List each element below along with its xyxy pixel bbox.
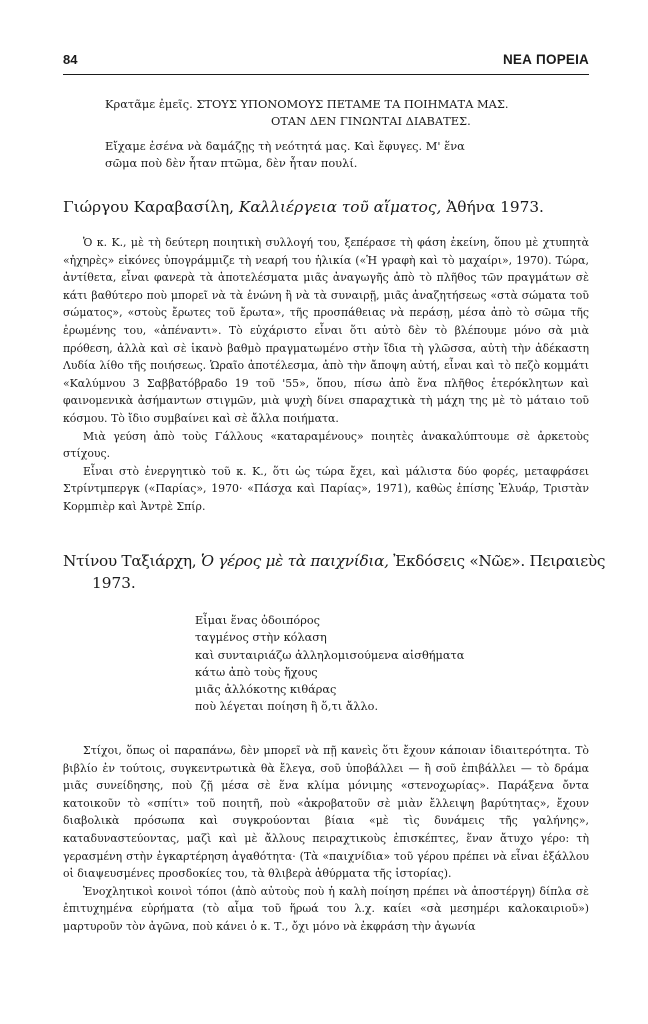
review-author: Ντίνου Ταξιάρχη,: [63, 552, 197, 570]
review-paragraph: Ἐνοχλητικοὶ κοινοὶ τόποι (ἀπὸ αὐτοὺς ποὺ ἡ καλὴ ποίηση πρέπει νὰ ἀποστέργη) δίπλα σὲ ἐπιτυχημένα εὑρήματα (τὸ αἷμα τοῦ ἥρωά του λ.χ. καίει «σὰ μεσημέρι καλοκαιριοῦ») μαρτυροῦν τὸν ἀγῶνα, ποὺ κάνει ὁ κ. Τ., ὄχι μόνο νὰ ἐκφράση τὴν ἀγωνία: [63, 884, 589, 933]
review-author: Γιώργου Καραβασίλη,: [63, 198, 235, 216]
review-year-text: 1973.: [92, 574, 136, 592]
review-paragraph: Στίχοι, ὅπως οἱ παραπάνω, δὲν μπορεῖ νὰ πῇ κανεὶς ὅτι ἔχουν κάποιαν ἰδιαιτερότητα. Τὸ βιβλίο ἐν τούτοις, συγκεντρωτικὰ θὰ ἔλεγα, σοῦ ὑποβάλλει — ἢ σοῦ ἐπιβάλλει — τὸ δράμα μιᾶς συνείδησης, ποὺ ζῇ μέσα σὲ ἕνα κλίμα μόνιμης «στενοχωρίας». Παράξενα ὄντα κατοικοῦν τὸ «σπίτι» τοῦ ποιητῆ, ποὺ «ἀκροβατοῦν σὲ μιὰν ἔλλειψη βαρύτητας», ἔχουν διαβολικὰ πρόσωπα καὶ συγκρούονται βίαια «μὲ τὶς δυνάμεις τῆς γαλήνης», καταδυναστεύοντας, μαζὶ καὶ μὲ ἄλλους πειραχτικοὺς ἐπισκέπτες, ἕναν ἄτυχο γέρο: τὴ γερασμένη στὴν ἐγκαρτέρηση ἀγαθότητα· (Τὰ «παιχνίδια» τοῦ γέρου πρέπει νὰ εἶναι ἐξάλλου οἱ διαψευσμένες προσδοκίες του, τὰ θλιβερὰ ἀθύρματα τῆς ἱστορίας).: [63, 744, 589, 881]
poem-line: ποὺ λέγεται ποίηση ἢ ὅ,τι ἄλλο.: [195, 700, 379, 714]
review-paragraph: Ὁ κ. Κ., μὲ τὴ δεύτερη ποιητικὴ συλλογή του, ξεπέρασε τὴ φάση ἐκείνη, ὅπου μὲ χτυπητὰ «ἠχηρὲς» εἰκόνες ὑπογράμμιζε τὴ νεαρή του ἡλικία («Ἡ γραφὴ καὶ τὸ μαχαίρι», 1970). Τώρα, ἀντίθετα, εἶναι φανερὰ τὰ ἀποτελέσματα μιᾶς ἀναγωγῆς ἀπὸ τὸ πλῆθος τῶν πραγμάτων σὲ κάτι βαθύτερο ποὺ μπορεῖ νὰ τὰ ἑνώνη ἢ νὰ τὰ συναιρῇ, μιᾶς ἀναζητήσεως «στὰ σώματα τοῦ σώματος», «στοὺς ἔρωτες τοῦ ἔρωτα», τῆς προσπάθειας νὰ περάσῃ, μέσα ἀπὸ τὸ σῶμα τῆς ἐρωμένης του, «ἀπέναντι». Τὸ εὐχάριστο εἶναι ὅτι αὐτὸ δὲν τὸ βλέπουμε μόνο σὰ μιὰ πρόθεση, ἀλλὰ καὶ σὲ ἱκανὸ βαθμὸ πραγματωμένο στὴν ἴδια τὴ γλῶσσα, αὐτὴ τὴν ἀδέκαστη Λυδία λίθο τῆς ποιήσεως. Ὡραῖο ἀποτέλεσμα, ἀπὸ τὴν ἄποψη αὐτή, εἶναι καὶ τὸ πεζὸ κομμάτι «Καλύμνου 3 Σαββατόβραδο 19 τοῦ '55», ὅπου, πίσω ἀπὸ ἕνα πλῆθος ἑτερόκλητων καὶ φαινομενικὰ ἀσήμαντων στιγμῶν, μιὰ ψυχὴ δίνει σπαραχτικὰ τὴ μάχη της μὲ τὸ μάταιο τοῦ κόσμου. Τὸ ἴδιο συμβαίνει καὶ σὲ ἄλλα ποιήματα.: [63, 236, 589, 425]
poem-line: κάτω ἀπὸ τοὺς ἤχους: [195, 665, 318, 679]
review-publisher: Ἐκδόσεις «Νῶε». Πειραιεὺς: [393, 552, 606, 570]
review-paragraph: Εἶναι στὸ ἐνεργητικὸ τοῦ κ. Κ., ὅτι ὡς τώρα ἔχει, καὶ μάλιστα δύο φορές, μεταφράσει Στρίντμπεργκ («Παρίας», 1970· «Πάσχα καὶ Παρίας», 1971), καθὼς ἐπίσης Ἐλυάρ, Τριστὰν Κορμπιὲρ καὶ Ἀντρὲ Σπίρ.: [63, 464, 589, 513]
page-header: [63, 52, 589, 74]
review-year: [92, 574, 136, 593]
poem-line: Εἶμαι ἕνας ὁδοιπόρος: [195, 614, 320, 627]
epigraph-line: Εἴχαμε ἐσένα νὰ δαμάζῃς τὴ νεότητά μας. Καὶ ἔφυγες. Μ' ἕνα: [105, 139, 465, 153]
epigraph-line: ΟΤΑΝ ΔΕΝ ΓΙΝΩΝΤΑΙ ΔΙΑΒΑΤΕΣ.: [271, 114, 471, 128]
header-divider: [63, 74, 589, 75]
poem-line: ταγμένος στὴν κόλαση: [195, 631, 327, 645]
review-paragraph: Μιὰ γεύση ἀπὸ τοὺς Γάλλους «καταραμένους» ποιητὲς ἀνακαλύπτουμε σὲ ἀρκετοὺς στίχους.: [63, 429, 589, 461]
journal-title: ΝΕΑ ΠΟΡΕΙΑ: [502, 52, 589, 67]
quoted-poem: [195, 612, 464, 716]
poem-line: μιᾶς ἀλλόκοτης κιθάρας: [195, 683, 337, 697]
review-body: [63, 742, 589, 936]
review-book-title: Καλλιέργεια τοῦ αἵματος,: [238, 198, 442, 216]
poem-line: καὶ συνταιριάζω ἀλληλομισούμενα αἰσθήματα: [195, 648, 465, 662]
page-number: 84: [63, 52, 78, 67]
review-body: [63, 234, 589, 516]
epigraph-line: σῶμα ποὺ δὲν ἦταν πτῶμα, δὲν ἦταν πουλί.: [105, 156, 358, 170]
review-heading: [63, 198, 589, 217]
epigraph-line: Κρατᾶμε ἐμεῖς. ΣΤΟΥΣ ΥΠΟΝΟΜΟΥΣ ΠΕΤΑΜΕ ΤΑ ΠΟΙΗΜΑΤΑ ΜΑΣ.: [105, 97, 509, 111]
review-place-year: Ἀθήνα 1973.: [446, 198, 544, 216]
review-book-title: Ὁ γέρος μὲ τὰ παιχνίδια,: [200, 552, 389, 570]
review-heading: [63, 552, 606, 571]
